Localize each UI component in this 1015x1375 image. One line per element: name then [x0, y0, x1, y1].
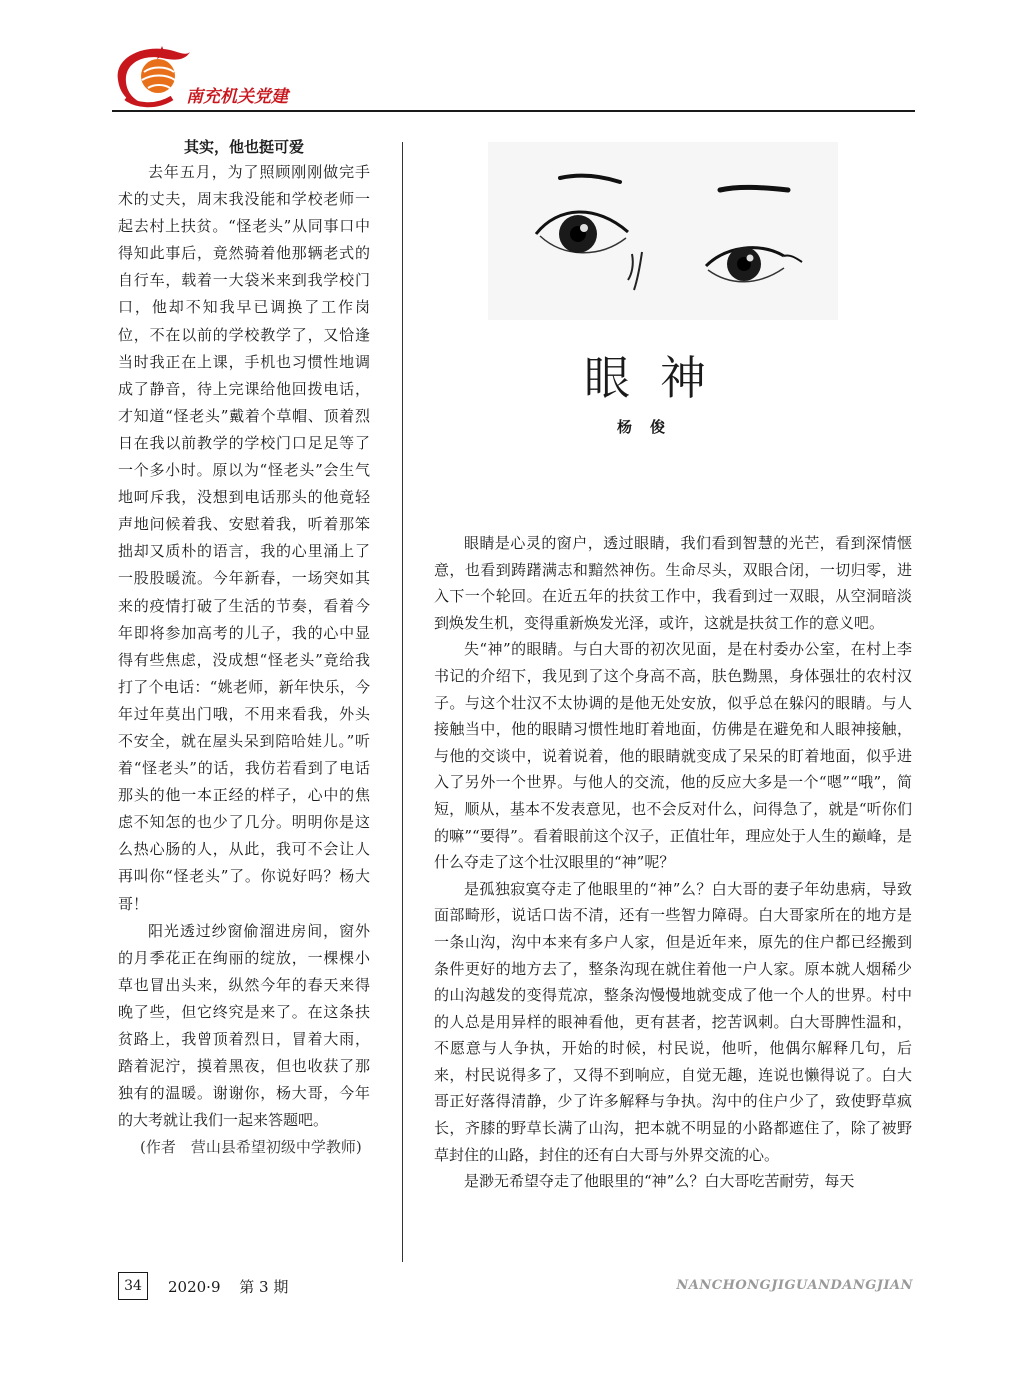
article-title: 眼神 — [584, 351, 736, 405]
header-rule — [112, 110, 915, 112]
issue-info — [168, 1276, 302, 1297]
article-paragraph: 是渺无希望夺走了他眼里的“神”么？白大哥吃苦耐劳，每天 — [464, 1172, 855, 1191]
left-column-heading: 其实，他也挺可爱 — [183, 138, 304, 156]
article-paragraph: 失“神”的眼睛。与白大哥的初次见面，是在村委办公室，在村上李书记的介绍下，我见到了这个身高不高，肤色黝黑，身体强壮的农村汉子。与这个壮汉不太协调的是他无处安放，似乎总在躲闪的眼睛。与人接触当中，他的眼睛习惯性地盯着地面，仿佛是在避免和人眼神接触，与他的交谈中，说着说着，他的眼睛就变成了呆呆的盯着地面，似乎进入了另外一个世界。与他人的交流，他的反应大多是一个“嗯”“哦”，简短，顺从，基本不发表意见，也不会反对什么，问得急了，就是“听你们的嘛”“要得”。看着眼前这个汉子，正值壮年，理应处于人生的巅峰，是什么夺走了这个壮汉眼里的“神”呢？ — [434, 640, 912, 872]
left-paragraph: 去年五月，为了照顾刚刚做完手术的丈夫，周末我没能和学校老师一起去村上扶贫。“怪老头”从同事口中得知此事后，竟然骑着他那辆老式的自行车，载着一大袋米来到我学校门口，他却不知我早已调换了工作岗位，不在以前的学校教学了，又恰逢当时我正在上课，手机也习惯性地调成了静音，待上完课给他回拨电话，才知道“怪老头”戴着个草帽、顶着烈日在我以前教学的学校门口足足等了一个多小时。原以为“怪老头”会生气地呵斥我，没想到电话那头的他竟轻声地问候着我、安慰着我，听着那笨拙却又质朴的语言，我的心里涌上了一股股暖流。今年新春，一场突如其来的疫情打破了生活的节奏，看着今年即将参加高考的儿子，我的心中显得有些焦虑，没成想“怪老头”竟给我打了个电话：“姚老师，新年快乐，今年过年莫出门哦，不用来看我，外头不安全，就在屋头呆到陪哈娃儿。”听着“怪老头”的话，我仿若看到了电话那头的他一本正经的样子，心中的焦虑不知怎的也少了几分。明明你是这么热心肠的人，从此，我可不会让人再叫你“怪老头”了。你说好吗？杨大哥！ — [118, 163, 370, 913]
article-author: 杨俊 — [616, 418, 683, 436]
magazine-title: 南充机关党建 — [186, 87, 288, 107]
eyes-illustration — [488, 142, 838, 320]
right-column — [434, 530, 912, 1195]
left-paragraph: 阳光透过纱窗偷溜进房间，窗外的月季花正在绚丽的绽放，一棵棵小草也冒出头来，纵然今年的春天来得晚了些，但它终究是来了。在这条扶贫路上，我曾顶着烈日，冒着大雨，踏着泥泞，摸着黑夜，但也收获了那独有的温暖。谢谢你，杨大哥，今年的大考就让我们一起来答题吧。 — [118, 921, 370, 1130]
column-divider — [402, 142, 403, 1262]
author-note: (作者 营山县希望初级中学教师) — [140, 1138, 362, 1157]
article-paragraph: 眼睛是心灵的窗户，透过眼睛，我们看到智慧的光芒，看到深情惬意，也看到踌躇满志和黯然神伤。生命尽头，双眼合闭，一切归零，进入下一个轮回。在近五年的扶贫工作中，我看到过一双眼，从空洞暗淡到焕发生机，变得重新焕发光泽，或许，这就是扶贫工作的意义吧。 — [434, 534, 912, 632]
left-column — [118, 135, 370, 1161]
magazine-logo — [112, 40, 192, 112]
article-paragraph: 是孤独寂寞夺走了他眼里的“神”么？白大哥的妻子年幼患病，导致面部畸形，说话口齿不清，还有一些智力障碍。白大哥家所在的地方是一条山沟，沟中本来有多户人家，但是近年来，原先的住户都已经搬到条件更好的地方去了，整条沟现在就住着他一户人家。原本就人烟稀少的山沟越发的变得荒凉，整条沟慢慢地就变成了他一个人的世界。村中的人总是用异样的眼神看他，更有甚者，挖苦讽刺。白大哥脾性温和，不愿意与人争执，开始的时候，村民说，他听，他偶尔解释几句，后来，村民说得多了，又得不到响应，自觉无趣，连说也懒得说了。白大哥正好落得清静，少了许多解释与争执。沟中的住户少了，致使野草疯长，齐膝的野草长满了山沟，把本就不明显的小路都遮住了，除了被野草封住的山路，封住的还有白大哥与外界交流的心。 — [434, 879, 912, 1164]
issue-date: 2020·9 — [168, 1278, 221, 1296]
magazine-pinyin: NANCHONGJIGUANDANGJIAN — [676, 1278, 913, 1293]
issue-number: 第 3 期 — [239, 1278, 289, 1296]
page-number: 34 — [118, 1272, 148, 1300]
